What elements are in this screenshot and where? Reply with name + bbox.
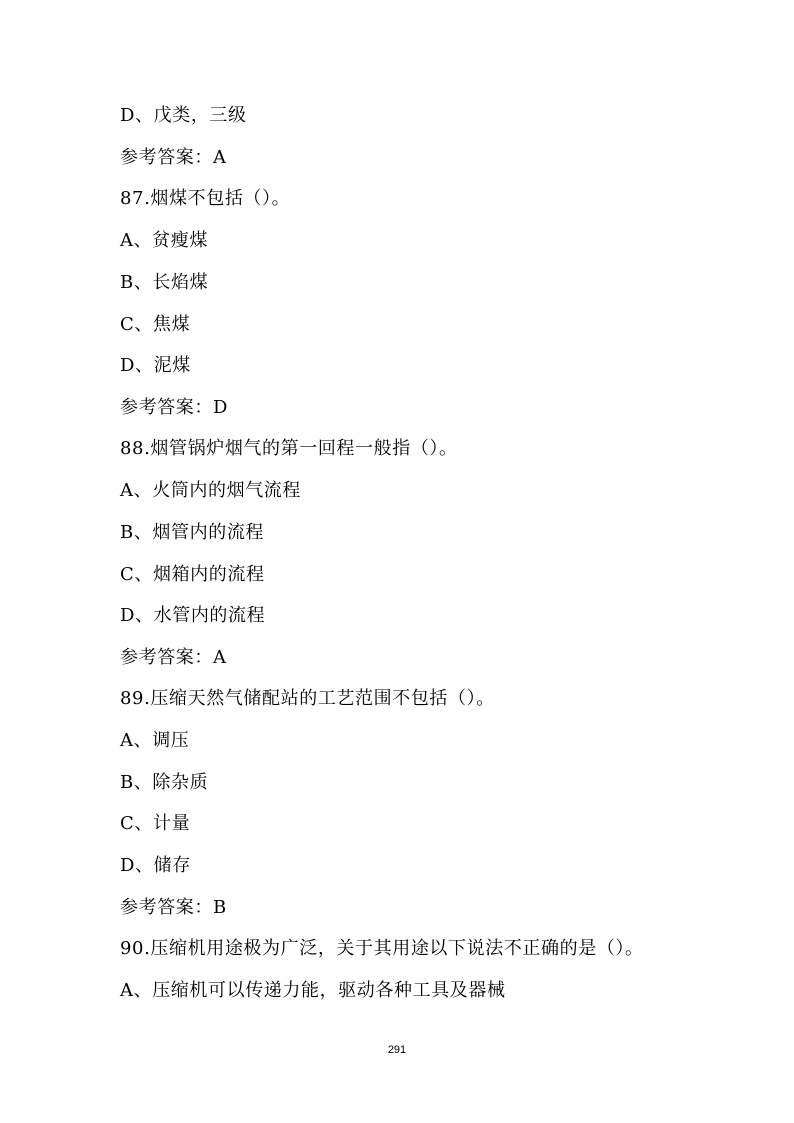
option-a-q87: A、贫瘦煤 [120, 230, 208, 251]
answer-q87: 参考答案：D [120, 397, 229, 418]
question-87: 87.烟煤不包括（）。 [120, 188, 291, 209]
question-90: 90.压缩机用途极为广泛，关于其用途以下说法不正确的是（）。 [120, 938, 644, 959]
option-b-q88: B、烟管内的流程 [120, 522, 265, 543]
option-a-q88: A、火筒内的烟气流程 [120, 480, 301, 501]
question-88: 88.烟管锅炉烟气的第一回程一般指（）。 [120, 438, 458, 459]
page-number: 291 [387, 1044, 407, 1056]
answer-q86: 参考答案：A [120, 147, 227, 168]
option-c-q87: C、焦煤 [120, 314, 191, 335]
answer-q88: 参考答案：A [120, 647, 227, 668]
option-b-q87: B、长焰煤 [120, 272, 209, 293]
option-a-q89: A、调压 [120, 730, 190, 751]
option-c-q89: C、计量 [120, 813, 191, 834]
option-c-q88: C、烟箱内的流程 [120, 564, 265, 585]
option-d-q89: D、储存 [120, 855, 191, 876]
option-d-q87: D、泥煤 [120, 355, 191, 376]
question-89: 89.压缩天然气储配站的工艺范围不包括（）。 [120, 688, 495, 709]
answer-q89: 参考答案：B [120, 897, 227, 918]
option-b-q89: B、除杂质 [120, 772, 209, 793]
option-d-q88: D、水管内的流程 [120, 605, 266, 626]
option-d-q86: D、戊类，三级 [120, 105, 247, 126]
option-a-q90: A、压缩机可以传递力能，驱动各种工具及器械 [120, 980, 506, 1001]
